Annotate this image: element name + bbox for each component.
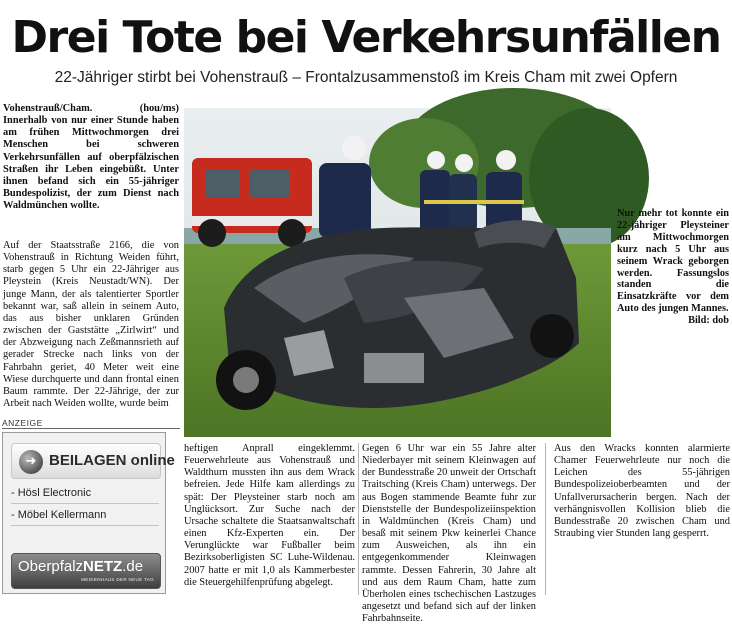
ad-title: BEILAGEN online [49,452,175,469]
lead-text: Vohenstrauß/Cham. (hou/ms) Innerhalb von nur einer Stunde haben am frühen Mittwochmorgen drei Menschen bei schweren Verkehrsunfällen auf oberpfälzischen Straßen ihr Leben eingebüßt. Unter ihnen befand sich ein 55-jähriger Bundespolizist, der zum Dienst nach Waldmünchen wollte. [3,103,179,212]
ad-label: ANZEIGE [2,418,43,428]
article-column-3 [362,443,536,625]
logo-text-b: NETZ [83,558,123,575]
ad-item-kellermann[interactable]: - Möbel Kellermann [11,509,107,521]
advertisement-box[interactable] [2,432,175,594]
circle-arrow-icon: ➜ [19,450,43,474]
body-text-4: Aus den Wracks konnten alarmierte Chamer Feuerwehrleute nur noch die Leichen des 55-jährigen Bundespolizeioberbeamten und der Unfallverursacherin bergen. Nach der verhängnisvollen Kollision blieb die Bundesstraße 20 zwischen Cham und Straubing vier Stunden lang gesperrt. [554,443,730,540]
oberpfalznetz-logo[interactable] [11,553,161,589]
body-text-3: Gegen 6 Uhr war ein 55 Jahre alter Niederbayer mit seinem Kleinwagen auf der Bundesstraße 20 unweit der Ortschaft Traitsching (Kreis Cham) unterwegs. Der aus Bogen stammende Beamte fuhr zur Dienststelle der Bundespolizeiinspektion in Waldmünchen (Kreis Cham) und besaß mit seinem Pkw keinerlei Chance zum Ausweichen, als ihn ein entgegenkommender Kleinwagen rammte. Dessen Fahrerin, 30 Jahre alt und aus dem Raum Cham, hatte zum Überholen eines tschechischen Lastzuges angesetzt und befand sich auf der linken Fahrbahnseite. [362,443,536,625]
column-rule-1 [358,443,359,595]
ad-divider [2,428,180,429]
article-column-1 [3,240,179,410]
logo-text-a: Oberpfalz [18,558,84,575]
accident-photo [184,108,611,437]
caption-text: Nur mehr tot konnte ein 22-jähriger Pleysteiner am Mittwochmorgen kurz nach 5 Uhr aus seinem Wrack geborgen werden. Fassungslos standen die Einsatzkräfte vor dem Auto des jungen Mannes. [617,208,729,315]
body-text-1: Auf der Staatsstraße 2166, die von Vohenstrauß in Richtung Weiden führt, starb gegen 5 Uhr ein 22-Jähriger aus Pleystein (Kreis Neustadt/WN). Der junge Mann, der als talentierter Sportler bekannt war, saß allein in seinem Auto, das aus bisher unklaren Gründen zwischen der Gaststätte „Zirlwirt“ und der Abzweigung nach Zeßmannsrieth auf gerader Strecke nach links von der Fahrbahn geriet, 40 Meter weit eine Wiese durchquerte und dann frontal einen Baum rammte. Der 22-Jährige, der zur Arbeit nach Weiden wollte, wurde beim [3,240,179,410]
article-lead [3,103,179,212]
photo-caption [617,208,729,327]
ad-item-hoesl[interactable]: - Hösl Electronic [11,487,92,499]
logo-text [18,558,143,575]
column-rule-2 [545,443,546,595]
article-column-2 [184,443,355,589]
ad-divider-2 [11,525,159,526]
body-text-2: heftigen Anprall eingeklemmt. Feuerwehrleute aus Vohenstrauß und Waldthurn mussten ihn aus dem Wrack befreien. Jede Hilfe kam allerdings zu spät: Der Pleysteiner starb noch am Unglücksort. Zur Suche nach der Ursache schaltete die Staatsanwaltschaft einen Kfz-Experten ein. Der Verunglückte war Fußballer beim Bezirksoberligisten SC Luhe-Wildenau. 2007 hatte er mit 1,0 als Kammerbester die Steuergehilfenprüfung abgelegt. [184,443,355,588]
ad-title-button[interactable] [11,443,175,479]
logo-text-c: .de [122,558,144,575]
photo-credit: Bild: dob [688,315,729,327]
headline: Drei Tote bei Verkehrsunfällen [11,12,721,63]
logo-subtext: MEDIENHAUS DER NEUE TAG [81,577,154,582]
ad-divider-1 [11,503,159,504]
article-column-4 [554,443,730,540]
subheadline: 22-Jähriger stirbt bei Vohenstrauß – Frontalzusammenstoß im Kreis Cham mit zwei Opfern [54,69,678,86]
